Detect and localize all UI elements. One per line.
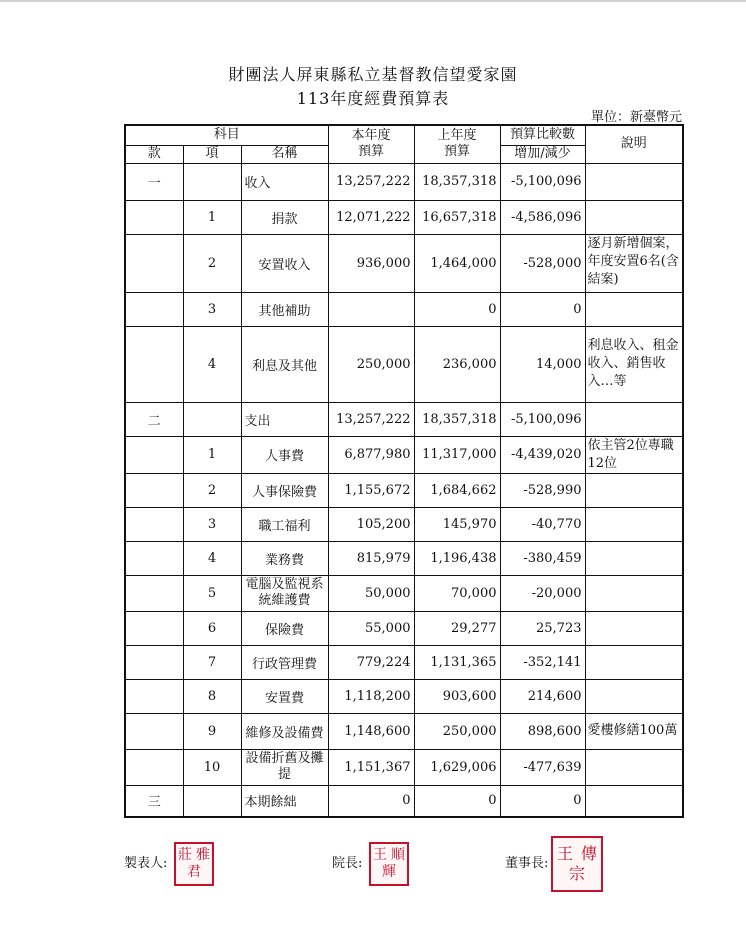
row-diff: -352,141 bbox=[500, 645, 585, 679]
table-row bbox=[125, 679, 683, 713]
header-last-year-line2: 預算 bbox=[443, 144, 470, 160]
row-last-year: 1,196,438 bbox=[414, 541, 500, 575]
budget-table bbox=[124, 124, 684, 818]
document-title: 113年度經費預算表 bbox=[296, 89, 450, 108]
table-row bbox=[125, 436, 683, 473]
row-kuan bbox=[125, 575, 183, 611]
row-note bbox=[585, 679, 683, 713]
row-last-year: 18,357,318 bbox=[414, 402, 500, 436]
row-this-year: 6,877,980 bbox=[328, 436, 414, 473]
row-kuan bbox=[125, 292, 183, 326]
row-kuan bbox=[125, 749, 183, 785]
row-xiang: 6 bbox=[183, 611, 241, 645]
header-compare-sub: 增加/減少 bbox=[500, 145, 585, 163]
row-diff: -528,990 bbox=[500, 473, 585, 507]
row-kuan bbox=[125, 507, 183, 541]
row-diff: -20,000 bbox=[500, 575, 585, 611]
row-kuan bbox=[125, 645, 183, 679]
row-last-year: 903,600 bbox=[414, 679, 500, 713]
row-note: 逐月新增個案，年度安置6名(含結案) bbox=[585, 234, 683, 292]
header-compare: 預算比較數 bbox=[500, 125, 585, 145]
row-last-year: 145,970 bbox=[414, 507, 500, 541]
row-kuan bbox=[125, 473, 183, 507]
row-name: 其他補助 bbox=[241, 292, 328, 326]
row-note bbox=[585, 645, 683, 679]
seal-glyph: 雅 bbox=[196, 847, 210, 863]
row-this-year: 936,000 bbox=[328, 234, 414, 292]
organization-title: 財團法人屏東縣私立基督教信望愛家園 bbox=[228, 65, 518, 84]
row-diff: -380,459 bbox=[500, 541, 585, 575]
row-this-year: 13,257,222 bbox=[328, 163, 414, 200]
row-this-year: 105,200 bbox=[328, 507, 414, 541]
row-diff: 898,600 bbox=[500, 713, 585, 749]
seal-glyph: 宗 bbox=[568, 864, 585, 883]
seal-glyph: 順 bbox=[391, 847, 405, 863]
preparer-seal bbox=[174, 842, 214, 886]
table-row bbox=[125, 163, 683, 200]
row-last-year: 236,000 bbox=[414, 326, 500, 402]
header-this-year-line1: 本年度 bbox=[351, 128, 391, 144]
row-note bbox=[585, 163, 683, 200]
header-name: 名稱 bbox=[241, 145, 328, 163]
row-kuan bbox=[125, 200, 183, 234]
row-this-year: 13,257,222 bbox=[328, 402, 414, 436]
row-note bbox=[585, 611, 683, 645]
row-xiang: 7 bbox=[183, 645, 241, 679]
row-name: 維修及設備費 bbox=[241, 713, 328, 749]
row-xiang: 1 bbox=[183, 200, 241, 234]
row-note bbox=[585, 749, 683, 785]
row-note bbox=[585, 785, 683, 817]
preparer-label: 製表人: bbox=[124, 856, 168, 871]
row-name: 捐款 bbox=[241, 200, 328, 234]
row-this-year: 1,155,672 bbox=[328, 473, 414, 507]
row-diff: 14,000 bbox=[500, 326, 585, 402]
header-last-year-line1: 上年度 bbox=[437, 128, 477, 144]
row-this-year: 250,000 bbox=[328, 326, 414, 402]
row-this-year: 12,071,222 bbox=[328, 200, 414, 234]
row-diff: -5,100,096 bbox=[500, 163, 585, 200]
row-last-year: 1,464,000 bbox=[414, 234, 500, 292]
row-diff: -477,639 bbox=[500, 749, 585, 785]
table-row bbox=[125, 749, 683, 785]
row-diff: 0 bbox=[500, 292, 585, 326]
seal-glyph: 君 bbox=[187, 864, 201, 880]
seal-glyph: 莊 bbox=[178, 847, 192, 863]
row-diff: 25,723 bbox=[500, 611, 585, 645]
row-name: 人事保險費 bbox=[241, 473, 328, 507]
table-row bbox=[125, 713, 683, 749]
row-name: 業務費 bbox=[241, 541, 328, 575]
row-kuan bbox=[125, 611, 183, 645]
row-xiang: 9 bbox=[183, 713, 241, 749]
row-this-year: 815,979 bbox=[328, 541, 414, 575]
row-kuan bbox=[125, 713, 183, 749]
table-row bbox=[125, 541, 683, 575]
row-xiang: 4 bbox=[183, 326, 241, 402]
row-diff: 0 bbox=[500, 785, 585, 817]
row-note: 利息收入、租金收入、銷售收入…等 bbox=[585, 326, 683, 402]
row-this-year: 1,151,367 bbox=[328, 749, 414, 785]
header-this-year-line2: 預算 bbox=[357, 144, 384, 160]
table-row bbox=[125, 611, 683, 645]
row-this-year: 779,224 bbox=[328, 645, 414, 679]
row-name: 支出 bbox=[241, 402, 328, 436]
header-last-year bbox=[414, 125, 500, 163]
row-xiang: 2 bbox=[183, 473, 241, 507]
row-xiang: 1 bbox=[183, 436, 241, 473]
header-subject: 科目 bbox=[125, 125, 328, 145]
seal-glyph: 王 bbox=[556, 844, 573, 863]
table-row bbox=[125, 473, 683, 507]
row-this-year: 0 bbox=[328, 785, 414, 817]
seal-glyph: 輝 bbox=[382, 864, 396, 880]
row-last-year: 1,629,006 bbox=[414, 749, 500, 785]
row-name: 收入 bbox=[241, 163, 328, 200]
table-row bbox=[125, 234, 683, 292]
header-note: 說明 bbox=[585, 125, 683, 163]
row-last-year: 250,000 bbox=[414, 713, 500, 749]
table-row bbox=[125, 645, 683, 679]
row-xiang: 4 bbox=[183, 541, 241, 575]
row-xiang: 5 bbox=[183, 575, 241, 611]
table-row bbox=[125, 507, 683, 541]
table-row bbox=[125, 575, 683, 611]
row-note bbox=[585, 402, 683, 436]
row-kuan bbox=[125, 326, 183, 402]
currency-unit: 單位：新臺幣元 bbox=[590, 110, 682, 125]
header-kuan: 款 bbox=[125, 145, 183, 163]
row-note bbox=[585, 507, 683, 541]
row-xiang: 3 bbox=[183, 292, 241, 326]
row-note bbox=[585, 200, 683, 234]
row-kuan: 二 bbox=[125, 402, 183, 436]
row-last-year: 18,357,318 bbox=[414, 163, 500, 200]
row-xiang bbox=[183, 785, 241, 817]
row-diff: -5,100,096 bbox=[500, 402, 585, 436]
row-name: 設備折舊及攤提 bbox=[241, 749, 328, 785]
seal-glyph: 傳 bbox=[580, 844, 597, 863]
row-last-year: 11,317,000 bbox=[414, 436, 500, 473]
row-kuan bbox=[125, 541, 183, 575]
row-xiang bbox=[183, 163, 241, 200]
row-xiang: 2 bbox=[183, 234, 241, 292]
row-this-year: 50,000 bbox=[328, 575, 414, 611]
row-note bbox=[585, 541, 683, 575]
header-xiang: 項 bbox=[183, 145, 241, 163]
row-name: 人事費 bbox=[241, 436, 328, 473]
table-row bbox=[125, 785, 683, 817]
row-xiang bbox=[183, 402, 241, 436]
header-this-year bbox=[328, 125, 414, 163]
row-name: 安置費 bbox=[241, 679, 328, 713]
row-xiang: 10 bbox=[183, 749, 241, 785]
table-row bbox=[125, 200, 683, 234]
row-this-year: 1,118,200 bbox=[328, 679, 414, 713]
row-xiang: 3 bbox=[183, 507, 241, 541]
row-note: 依主管2位專職12位 bbox=[585, 436, 683, 473]
row-name: 安置收入 bbox=[241, 234, 328, 292]
row-this-year bbox=[328, 292, 414, 326]
row-name: 電腦及監視系統維護費 bbox=[241, 575, 328, 611]
row-kuan: 一 bbox=[125, 163, 183, 200]
row-name: 保險費 bbox=[241, 611, 328, 645]
row-diff: -40,770 bbox=[500, 507, 585, 541]
chairman-label: 董事長: bbox=[505, 856, 549, 871]
row-diff: -4,586,096 bbox=[500, 200, 585, 234]
row-kuan bbox=[125, 679, 183, 713]
row-name: 本期餘絀 bbox=[241, 785, 328, 817]
row-diff: 214,600 bbox=[500, 679, 585, 713]
row-xiang: 8 bbox=[183, 679, 241, 713]
row-note: 愛樓修繕100萬 bbox=[585, 713, 683, 749]
row-last-year: 29,277 bbox=[414, 611, 500, 645]
row-name: 職工福利 bbox=[241, 507, 328, 541]
row-last-year: 0 bbox=[414, 292, 500, 326]
row-last-year: 0 bbox=[414, 785, 500, 817]
row-last-year: 1,131,365 bbox=[414, 645, 500, 679]
row-note bbox=[585, 575, 683, 611]
page-top-border bbox=[0, 0, 746, 2]
row-name: 利息及其他 bbox=[241, 326, 328, 402]
row-last-year: 1,684,662 bbox=[414, 473, 500, 507]
row-this-year: 55,000 bbox=[328, 611, 414, 645]
table-row bbox=[125, 292, 683, 326]
row-diff: -528,000 bbox=[500, 234, 585, 292]
chairman-seal bbox=[551, 836, 603, 892]
row-note bbox=[585, 473, 683, 507]
director-label: 院長: bbox=[332, 856, 363, 871]
row-note bbox=[585, 292, 683, 326]
row-kuan: 三 bbox=[125, 785, 183, 817]
row-last-year: 70,000 bbox=[414, 575, 500, 611]
row-kuan bbox=[125, 234, 183, 292]
row-last-year: 16,657,318 bbox=[414, 200, 500, 234]
row-kuan bbox=[125, 436, 183, 473]
seal-glyph: 王 bbox=[373, 847, 387, 863]
row-diff: -4,439,020 bbox=[500, 436, 585, 473]
director-seal bbox=[369, 842, 409, 886]
table-row bbox=[125, 402, 683, 436]
table-row bbox=[125, 326, 683, 402]
row-name: 行政管理費 bbox=[241, 645, 328, 679]
row-this-year: 1,148,600 bbox=[328, 713, 414, 749]
